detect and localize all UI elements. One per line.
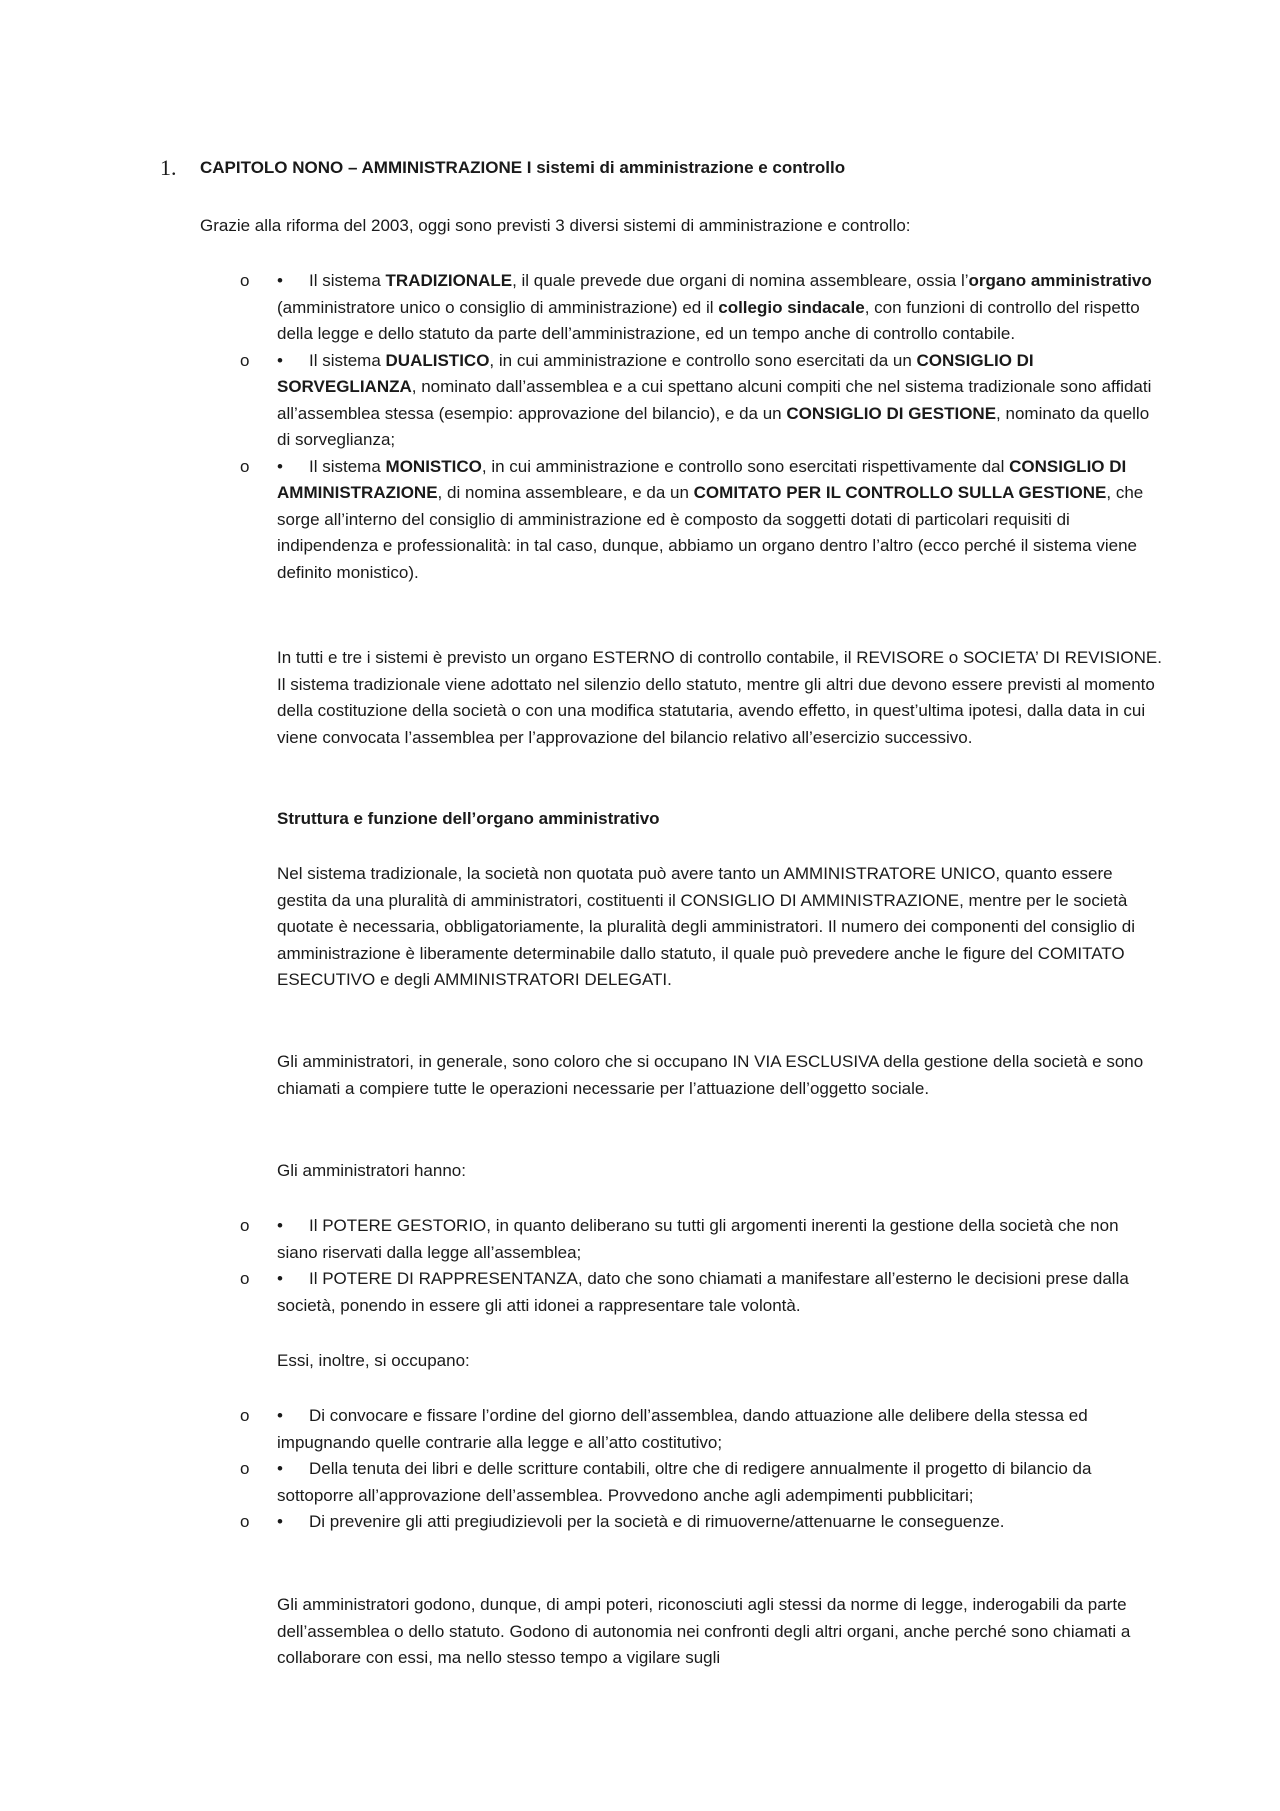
compiti-list: [0, 1403, 1280, 1536]
chapter-title: CAPITOLO NONO – AMMINISTRAZIONE I sistemi di amministrazione e controllo: [200, 158, 846, 177]
list-item: [0, 1213, 1160, 1266]
outer-bullet: o: [240, 350, 250, 370]
list-item-text: Il sistema DUALISTICO, in cui amministrazione e controllo sono esercitati da un CONSIGLIO DI SORVEGLIANZA, nominato dall’assemblea e a cui spettano alcuni compiti che nel sistema tradizionale sono affidati all’assemblea stessa (esempio: approvazione del bilancio), e da un CONSIGLIO DI GESTIONE, nominato da quello di sorveglianza;: [277, 350, 1152, 449]
list-item-text: Il sistema TRADIZIONALE, il quale prevede due organi di nomina assembleare, ossia l’organo amministrativo (amministratore unico o consiglio di amministrazione) ed il collegio sindacale, con funzioni di controllo del rispetto della legge e dello statuto da parte dell’amministrazione, ed un tempo anche di controllo contabile.: [277, 271, 1152, 343]
compiti-lead: Essi, inoltre, si occupano:: [277, 1351, 470, 1370]
finale-paragraph: Gli amministratori godono, dunque, di ampi poteri, riconosciuti agli stessi da norme di legge, inderogabili da parte dell’assemblea o dello statuto. Godono di autonomia nei confronti degli altri organi, anche perché sono chiamati a collaborare con essi, ma nello stesso tempo a vigilare sugli: [277, 1595, 1131, 1667]
inner-bullet: •: [277, 350, 283, 370]
list-item: [0, 1509, 1160, 1536]
chapter-number: 1.: [160, 155, 177, 180]
outer-bullet: o: [240, 456, 250, 476]
list-item: [0, 454, 1160, 587]
outer-bullet: o: [240, 271, 250, 290]
list-item: [0, 1456, 1160, 1509]
poteri-lead: Gli amministratori hanno:: [277, 1161, 466, 1180]
inner-bullet: •: [277, 1269, 283, 1288]
intro-paragraph: Grazie alla riforma del 2003, oggi sono previsti 3 diversi sistemi di amministrazione e controllo:: [200, 216, 911, 235]
list-item-text: Il sistema MONISTICO, in cui amministrazione e controllo sono esercitati rispettivamente dal CONSIGLIO DI AMMINISTRAZIONE, di nomina assembleare, e da un COMITATO PER IL CONTROLLO SULLA GESTIONE, che sorge all’interno del consiglio di amministrazione ed è composto da soggetti dotati di particolari requisiti di indipendenza e professionalità: in tal caso, dunque, abbiamo un organo dentro l’altro (ecco perché il sistema viene definito monistico).: [277, 456, 1144, 582]
systems-list: [0, 268, 1280, 586]
inner-bullet: •: [277, 271, 283, 290]
list-item: [0, 1266, 1160, 1319]
inner-bullet: •: [277, 456, 283, 476]
list-item: [0, 348, 1160, 454]
inner-bullet: •: [277, 1216, 283, 1235]
list-item-text: Di prevenire gli atti pregiudizievoli per la società e di rimuoverne/attenuarne le conseguenze.: [309, 1512, 1005, 1531]
revisore-paragraph: In tutti e tre i sistemi è previsto un organo ESTERNO di controllo contabile, il REVISORE o SOCIETA’ DI REVISIONE. Il sistema tradizionale viene adottato nel silenzio dello statuto, mentre gli altri due devono essere previsti al momento della costituzione della società o con una modifica statutaria, avendo effetto, in quest’ultima ipotesi, dalla data in cui viene convocata l’assemblea per l’approvazione del bilancio relativo all’esercizio successivo.: [277, 648, 1162, 747]
poteri-list: [0, 1213, 1280, 1319]
list-item-text: Della tenuta dei libri e delle scritture contabili, oltre che di redigere annualmente il progetto di bilancio da sottoporre all’approvazione dell’assemblea. Provvedono anche agli adempimenti pubblicitari;: [277, 1459, 1092, 1505]
list-item-text: Il POTERE DI RAPPRESENTANZA, dato che sono chiamati a manifestare all’esterno le decisioni prese dalla società, ponendo in essere gli atti idonei a rappresentare tale volontà.: [277, 1269, 1129, 1315]
list-item-text: Di convocare e fissare l’ordine del giorno dell’assemblea, dando attuazione alle delibere della stessa ed impugnando quelle contrarie alla legge e all’atto costitutivo;: [277, 1406, 1088, 1452]
outer-bullet: o: [240, 1512, 250, 1531]
section-title: Struttura e funzione dell’organo amministrativo: [277, 809, 660, 828]
inner-bullet: •: [277, 1512, 283, 1531]
inner-bullet: •: [277, 1406, 283, 1425]
outer-bullet: o: [240, 1269, 250, 1288]
inner-bullet: •: [277, 1459, 283, 1478]
list-item-text: Il POTERE GESTORIO, in quanto deliberano su tutti gli argomenti inerenti la gestione della società che non siano riservati dalla legge all’assemblea;: [277, 1216, 1119, 1262]
outer-bullet: o: [240, 1216, 250, 1235]
list-item: [0, 1403, 1160, 1456]
amministratori-paragraph: Gli amministratori, in generale, sono coloro che si occupano IN VIA ESCLUSIVA della gestione della società e sono chiamati a compiere tutte le operazioni necessarie per l’attuazione dell’oggetto sociale.: [277, 1052, 1144, 1098]
outer-bullet: o: [240, 1459, 250, 1478]
struttura-paragraph: Nel sistema tradizionale, la società non quotata può avere tanto un AMMINISTRATORE UNICO, quanto essere gestita da una pluralità di amministratori, costituenti il CONSIGLIO DI AMMINISTRAZIONE, mentre per le società quotate è necessaria, obbligatoriamente, la pluralità degli amministratori. Il numero dei componenti del consiglio di amministrazione è liberamente determinabile dallo statuto, il quale può prevedere anche le figure del COMITATO ESECUTIVO e degli AMMINISTRATORI DELEGATI.: [277, 864, 1136, 989]
outer-bullet: o: [240, 1406, 250, 1425]
list-item: [0, 268, 1160, 348]
